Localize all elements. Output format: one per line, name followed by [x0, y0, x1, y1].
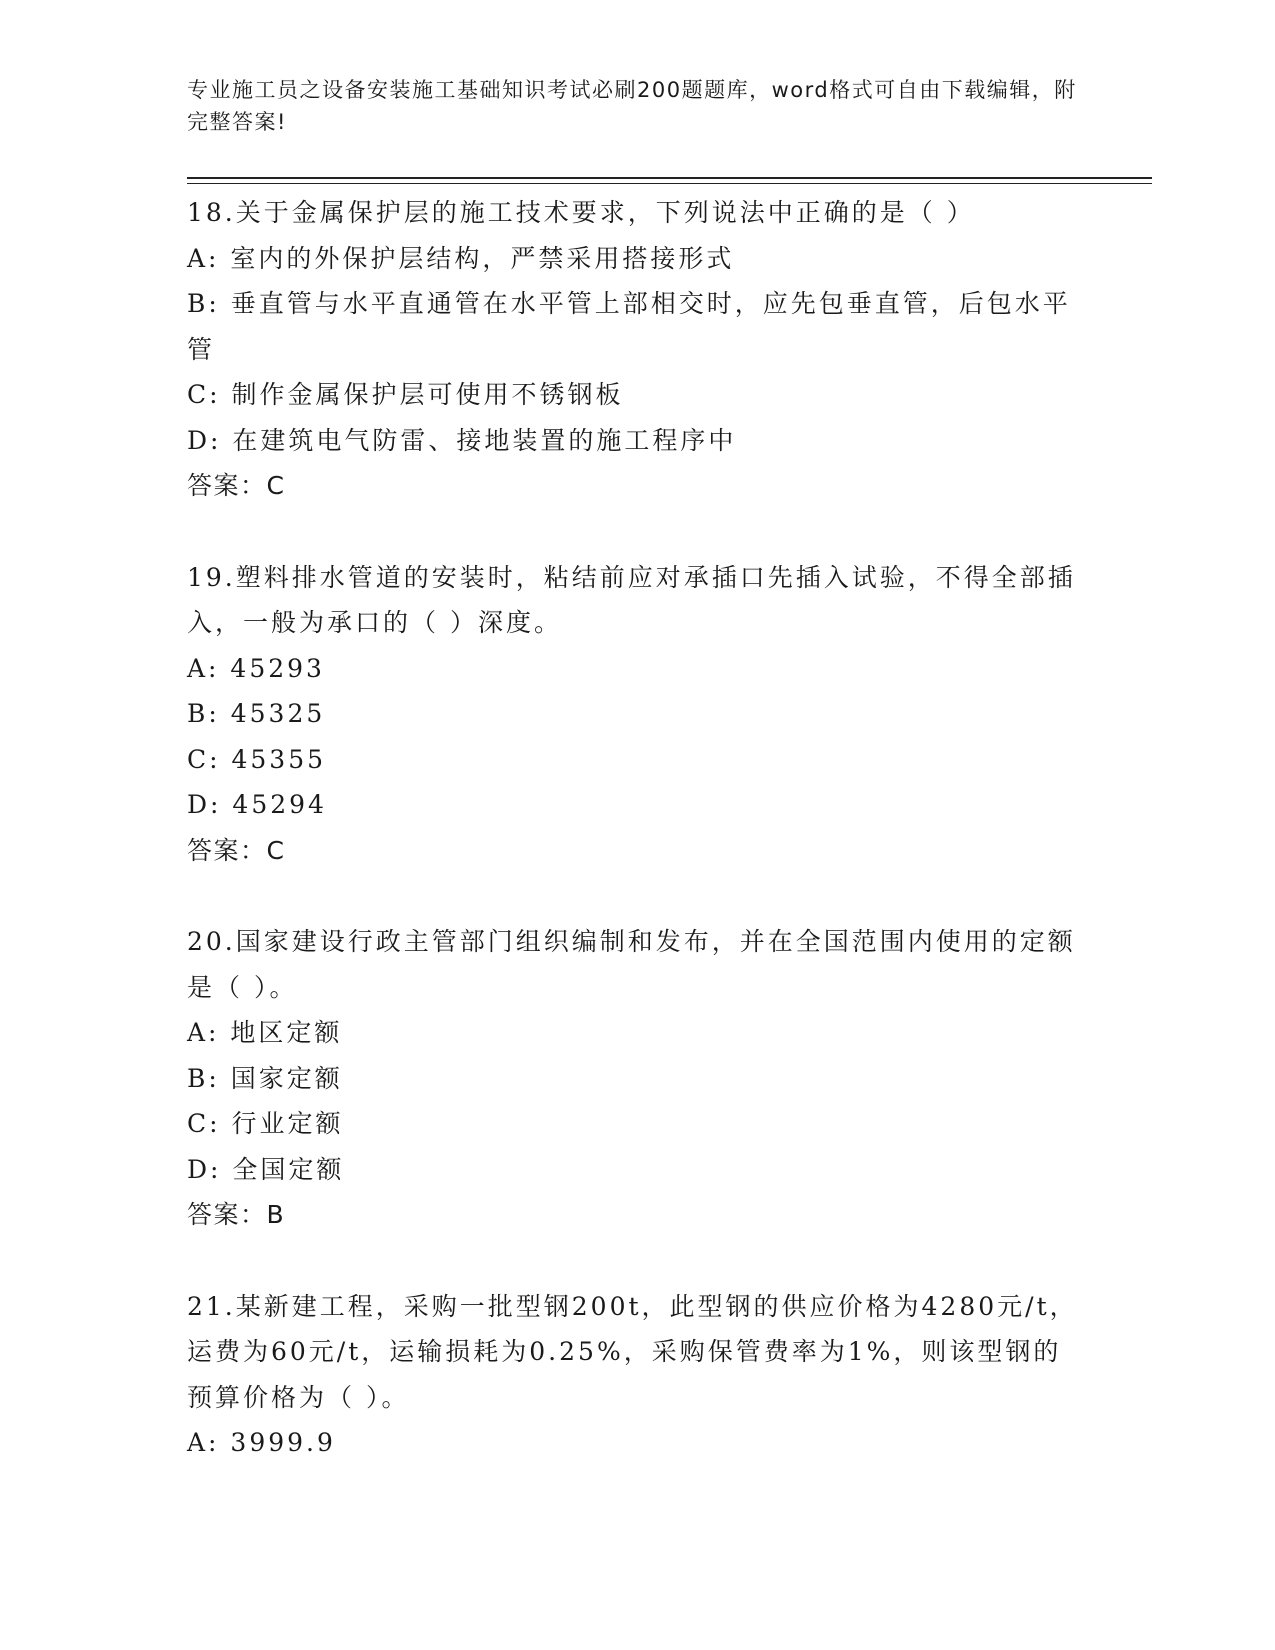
- option-b: B: 国家定额: [187, 1063, 343, 1093]
- answer-line: 答案：C: [187, 471, 286, 500]
- question-text: 19.塑料排水管道的安装时，粘结前应对承插口先插入试验，不得全部插入，一般为承口的（ ）深度。: [187, 562, 1076, 637]
- option-a: A: 45293: [187, 653, 325, 683]
- answer-line: 答案：B: [187, 1200, 286, 1229]
- question-19: [187, 555, 1087, 874]
- question-text: 21.某新建工程，采购一批型钢200t，此型钢的供应价格为4280元/t，运费为60元/t，运输损耗为0.25%，采购保管费率为1%，则该型钢的预算价格为（ ）。: [187, 1291, 1078, 1412]
- option-b: B: 45325: [187, 699, 326, 728]
- header-divider-thick: [187, 177, 1152, 179]
- document-header: [187, 74, 1087, 138]
- option-d: D: 全国定额: [187, 1154, 345, 1184]
- question-text: 20.国家建设行政主管部门组织编制和发布，并在全国范围内使用的定额是（ ）。: [187, 927, 1076, 1002]
- option-d: D: 在建筑电气防雷、接地装置的施工程序中: [187, 425, 737, 455]
- option-c: C: 制作金属保护层可使用不锈钢板: [187, 380, 624, 409]
- header-title: 专业施工员之设备安装施工基础知识考试必刷200题题库，word格式可自由下载编辑，附完整答案!: [187, 78, 1077, 134]
- question-18: [187, 190, 1087, 509]
- option-d: D: 45294: [187, 790, 327, 819]
- option-a: A: 地区定额: [187, 1018, 343, 1047]
- option-a: A: 室内的外保护层结构，严禁采用搭接形式: [187, 243, 735, 273]
- option-a: A: 3999.9: [187, 1428, 336, 1457]
- question-20: [187, 919, 1087, 1238]
- question-21: [187, 1284, 1087, 1466]
- question-list: [187, 190, 1087, 1512]
- option-c: C: 45355: [187, 744, 327, 774]
- header-divider-thin: [187, 183, 1152, 184]
- option-c: C: 行业定额: [187, 1109, 344, 1138]
- answer-line: 答案：C: [187, 835, 286, 865]
- option-b: B: 垂直管与水平直通管在水平管上部相交时，应先包垂直管，后包水平管: [187, 289, 1071, 364]
- question-text: 18.关于金属保护层的施工技术要求，下列说法中正确的是（ ）: [187, 198, 975, 227]
